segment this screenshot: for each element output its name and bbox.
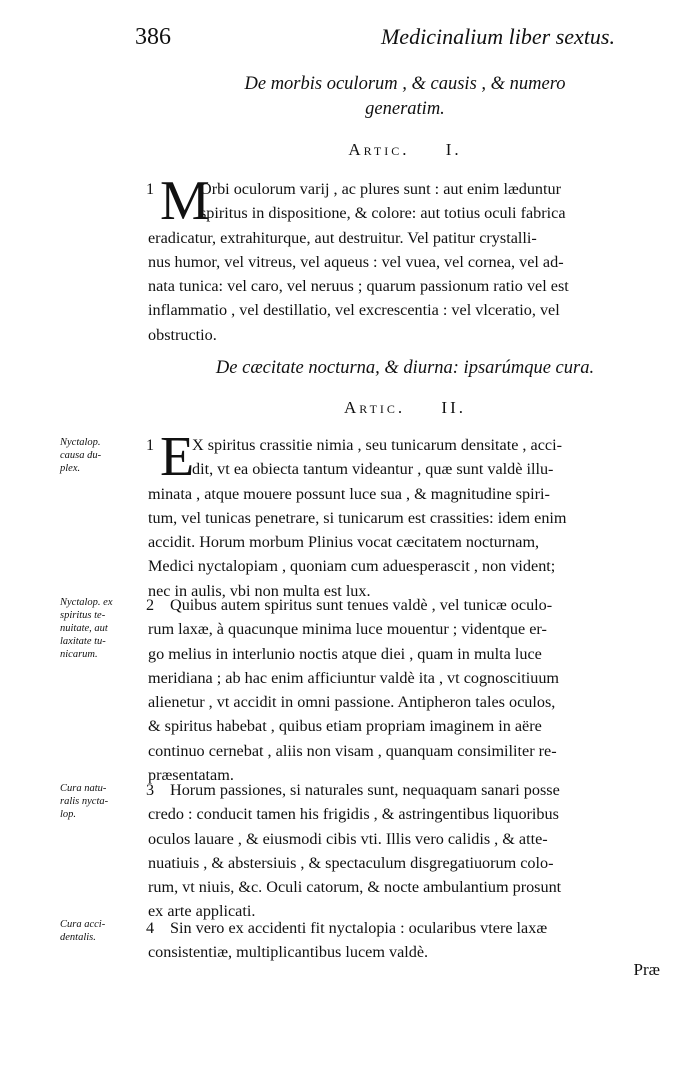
- artic-heading-2: [150, 398, 660, 418]
- section-title-caecitate: De cæcitate nocturna, & diurna: ipsarúmque cura.: [215, 358, 595, 378]
- catchword: Præ: [633, 960, 660, 979]
- margin-note-nyctalop-causa: Nyctalop. causa du- plex.: [60, 437, 102, 474]
- paragraph-s2-1: 1 E X spiritus crassitie nimia , seu tunicarum densitate , acci- dit, vt ea obiecta tantum videantur , quæ sunt valdè illu- minata , atque mouere possunt luce sua , & magnitudine spiri- tum, vel tunicas penetrare, si tunicarum est crassities: idem enim accidit. Horum morbum Plinius vocat cæcitatem nocturnam, Medici nyctalopiam , quoniam cum aduesperascit , non vident; nec in aulis, vbi non multa est lux.: [146, 426, 567, 600]
- paragraph-s2-3: 3 Horum passiones, si naturales sunt, nequaquam sanari posse credo : conducit tamen his frigidis , & astringentibus liquoribus oculos lauare , & eiusmodi cibis vti. Illis vero calidis , & atte- nuatiuis , & abstersiuis , & spectaculum disgregatiuorum colo- rum, vt niuis, &c. Oculi catorum, & nocte ambulantium prosunt ex arte applicati.: [148, 778, 680, 924]
- artic-heading-1: [150, 140, 660, 160]
- artic-number: II.: [441, 398, 466, 417]
- dropcap-M: M: [160, 170, 210, 232]
- paragraph-number: 2: [146, 596, 155, 614]
- artic-label: Artic.: [344, 398, 406, 417]
- dropcap-E: E: [160, 426, 195, 488]
- paragraph-number: 4: [146, 919, 155, 937]
- page-header: [135, 20, 615, 60]
- margin-note-nyctalop-tenuitate: Nyctalop. ex spiritus te- nuitate, aut laxitate tu- nicarum.: [60, 597, 113, 660]
- margin-note-cura-naturalis: Cura natu- ralis nycta- lop.: [60, 783, 109, 820]
- margin-note-cura-accidentalis: Cura acci- dentalis.: [60, 919, 106, 943]
- artic-label: Artic.: [348, 140, 410, 159]
- paragraph-s2-4: 4 Sin vero ex accidenti fit nyctalopia : ocularibus vtere laxæ consistentiæ, multiplicantibus lucem valdè.: [148, 916, 680, 965]
- paragraph-s2-2: 2 Quibus autem spiritus sunt tenues valdè , vel tunicæ oculo- rum laxæ, à quacunque minima luce mouentur ; videntque er- go melius in interlunio noctis atque diei , quam in multa luce meridiana ; ab hac enim afficiuntur valdè ita , vt cognoscitiuum alienetur , vt accidit in omni passione. Antipheron tales oculos, & spiritus habebat , quibus etiam propriam imaginem in aëre continuo cernebat , aliis non visam , quanquam consimiliter re- præsentatam.: [148, 593, 680, 787]
- page-number: 386: [135, 24, 171, 50]
- paragraph-number: 1: [146, 436, 155, 454]
- section-title-morbis: De morbis oculorum , & causis , & numero generatim.: [244, 74, 566, 119]
- paragraph-s1-1: 1 M Orbi oculorum varij , ac plures sunt : aut enim læduntur spiritus in dispositione, & colore: aut totius oculi fabrica eradicatur, extrahiturque, aut destruitur. Vel patitur crystalli- nus humor, vel vitreus, vel aqueus : vel vuea, vel cornea, vel ad- nata tunica: vel caro, vel neruus ; quarum passionum ratio vel est inflammatio , vel destillatio, vel excrescentia : vel vlceratio, vel obstructio.: [146, 170, 569, 344]
- paragraph-number: 3: [146, 781, 155, 799]
- running-title: Medicinalium liber sextus.: [380, 24, 615, 49]
- paragraph-number: 1: [146, 180, 155, 198]
- artic-number: I.: [445, 140, 462, 159]
